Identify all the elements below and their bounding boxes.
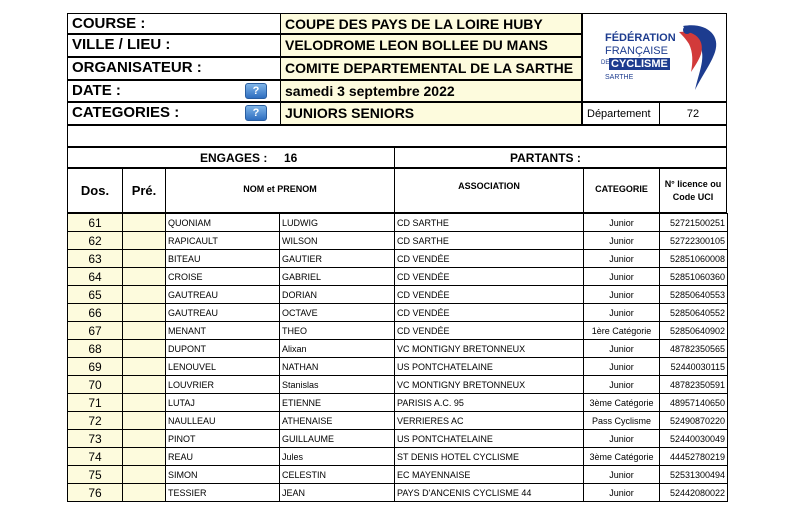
pre-cell[interactable] <box>123 232 166 250</box>
licence-cell: 52442080022 <box>660 484 728 502</box>
logo-line4: SARTHE <box>605 74 634 81</box>
pre-cell[interactable] <box>123 340 166 358</box>
pre-cell[interactable] <box>123 484 166 502</box>
nom-cell: GAUTREAU <box>166 304 280 322</box>
categorie-cell: Junior <box>584 250 660 268</box>
col-licence-line1: N° licence ou <box>664 179 722 189</box>
licence-cell: 52722300105 <box>660 232 728 250</box>
licence-cell: 52490870220 <box>660 412 728 430</box>
association-cell: PAYS D'ANCENIS CYCLISME 44 <box>395 484 584 502</box>
prenom-cell: JEAN <box>280 484 395 502</box>
prenom-cell: ETIENNE <box>280 394 395 412</box>
association-cell: CD SARTHE <box>395 214 584 232</box>
col-nom: NOM et PRENOM <box>165 168 395 213</box>
table-row <box>68 304 728 322</box>
dos-cell: 75 <box>68 466 123 484</box>
prenom-cell: WILSON <box>280 232 395 250</box>
date-help-icon[interactable]: ? <box>245 83 267 99</box>
pre-cell[interactable] <box>123 466 166 484</box>
nom-cell: TESSIER <box>166 484 280 502</box>
categorie-cell: 1ère Catégorie <box>584 322 660 340</box>
categories-value: JUNIORS SENIORS <box>280 102 582 125</box>
licence-cell: 52851060008 <box>660 250 728 268</box>
partants-label: PARTANTS : <box>510 151 581 165</box>
categorie-cell: 3ème Catégorie <box>584 448 660 466</box>
pre-cell[interactable] <box>123 250 166 268</box>
col-licence <box>659 168 727 213</box>
licence-cell: 52851060360 <box>660 268 728 286</box>
pre-cell[interactable] <box>123 376 166 394</box>
prenom-cell: CELESTIN <box>280 466 395 484</box>
association-cell: CD VENDÉE <box>395 322 584 340</box>
table-row <box>68 358 728 376</box>
table-row <box>68 250 728 268</box>
nom-cell: RAPICAULT <box>166 232 280 250</box>
categorie-cell: Junior <box>584 358 660 376</box>
col-licence-line2: Code UCI <box>672 192 714 202</box>
association-cell: VC MONTIGNY BRETONNEUX <box>395 376 584 394</box>
categorie-cell: Junior <box>584 376 660 394</box>
categorie-cell: Junior <box>584 268 660 286</box>
nom-cell: PINOT <box>166 430 280 448</box>
nom-cell: CROISE <box>166 268 280 286</box>
prenom-cell: THEO <box>280 322 395 340</box>
pre-cell[interactable] <box>123 304 166 322</box>
nom-cell: LOUVRIER <box>166 376 280 394</box>
course-label: COURSE : <box>67 13 281 34</box>
dos-cell: 61 <box>68 214 123 232</box>
prenom-cell: OCTAVE <box>280 304 395 322</box>
categorie-cell: 3ème Catégorie <box>584 394 660 412</box>
ville-label: VILLE / LIEU : <box>67 34 281 57</box>
association-cell: CD VENDÉE <box>395 250 584 268</box>
licence-cell: 52440030049 <box>660 430 728 448</box>
association-cell: VERRIERES AC <box>395 412 584 430</box>
association-cell: CD VENDÉE <box>395 286 584 304</box>
categories-help-icon[interactable]: ? <box>245 105 267 121</box>
association-cell: CD VENDÉE <box>395 304 584 322</box>
nom-cell: LUTAJ <box>166 394 280 412</box>
pre-cell[interactable] <box>123 394 166 412</box>
association-cell: VC MONTIGNY BRETONNEUX <box>395 340 584 358</box>
categorie-cell: Junior <box>584 304 660 322</box>
prenom-cell: GABRIEL <box>280 268 395 286</box>
nom-cell: NAULLEAU <box>166 412 280 430</box>
pre-cell[interactable] <box>123 322 166 340</box>
pre-cell[interactable] <box>123 430 166 448</box>
categorie-cell: Junior <box>584 484 660 502</box>
prenom-cell: Alixan <box>280 340 395 358</box>
organisateur-value: COMITE DEPARTEMENTAL DE LA SARTHE <box>280 57 582 80</box>
association-cell: ST DENIS HOTEL CYCLISME <box>395 448 584 466</box>
prenom-cell: GUILLAUME <box>280 430 395 448</box>
association-cell: CD VENDÉE <box>395 268 584 286</box>
nom-cell: SIMON <box>166 466 280 484</box>
logo-line3-small: DE <box>601 60 610 66</box>
nom-cell: QUONIAM <box>166 214 280 232</box>
course-value: COUPE DES PAYS DE LA LOIRE HUBY <box>280 13 582 34</box>
table-row <box>68 268 728 286</box>
col-pre: Pré. <box>122 168 166 213</box>
dos-cell: 65 <box>68 286 123 304</box>
prenom-cell: ATHENAISE <box>280 412 395 430</box>
categorie-cell: Junior <box>584 466 660 484</box>
table-row <box>68 286 728 304</box>
nom-cell: BITEAU <box>166 250 280 268</box>
pre-cell[interactable] <box>123 448 166 466</box>
categorie-cell: Junior <box>584 232 660 250</box>
table-row <box>68 466 728 484</box>
col-categorie: CATEGORIE <box>583 168 660 213</box>
departement-label: Département <box>582 102 660 125</box>
licence-cell: 48782350591 <box>660 376 728 394</box>
association-cell: PARISIS A.C. 95 <box>395 394 584 412</box>
licence-cell: 44452780219 <box>660 448 728 466</box>
table-row <box>68 376 728 394</box>
licence-cell: 52721500251 <box>660 214 728 232</box>
pre-cell[interactable] <box>123 358 166 376</box>
dos-cell: 66 <box>68 304 123 322</box>
table-row <box>68 484 728 502</box>
pre-cell[interactable] <box>123 214 166 232</box>
dos-cell: 69 <box>68 358 123 376</box>
table-row <box>68 232 728 250</box>
nom-cell: REAU <box>166 448 280 466</box>
departement-value: 72 <box>659 102 727 125</box>
prenom-cell: Jules <box>280 448 395 466</box>
dos-cell: 71 <box>68 394 123 412</box>
dos-cell: 63 <box>68 250 123 268</box>
pre-cell[interactable] <box>123 286 166 304</box>
nom-cell: GAUTREAU <box>166 286 280 304</box>
table-row <box>68 322 728 340</box>
date-value: samedi 3 septembre 2022 <box>280 80 582 102</box>
ffc-swoosh-icon <box>675 20 725 95</box>
categorie-cell: Junior <box>584 214 660 232</box>
licence-cell: 52850640902 <box>660 322 728 340</box>
logo-line1: FÉDÉRATION <box>605 32 676 44</box>
ville-value: VELODROME LEON BOLLEE DU MANS <box>280 34 582 57</box>
ffc-logo <box>582 13 727 102</box>
dos-cell: 67 <box>68 322 123 340</box>
table-row <box>68 394 728 412</box>
categorie-cell: Pass Cyclisme <box>584 412 660 430</box>
engages-value: 16 <box>284 151 298 165</box>
col-dos: Dos. <box>67 168 123 213</box>
dos-cell: 72 <box>68 412 123 430</box>
categories-label: CATEGORIES : <box>67 102 281 125</box>
table-row <box>68 448 728 466</box>
dos-cell: 64 <box>68 268 123 286</box>
dos-cell: 62 <box>68 232 123 250</box>
licence-cell: 52531300494 <box>660 466 728 484</box>
table-row <box>68 340 728 358</box>
association-cell: EC MAYENNAISE <box>395 466 584 484</box>
prenom-cell: LUDWIG <box>280 214 395 232</box>
nom-cell: MENANT <box>166 322 280 340</box>
licence-cell: 52440030115 <box>660 358 728 376</box>
prenom-cell: GAUTIER <box>280 250 395 268</box>
categorie-cell: Junior <box>584 340 660 358</box>
table-row <box>68 412 728 430</box>
dos-cell: 70 <box>68 376 123 394</box>
dos-cell: 76 <box>68 484 123 502</box>
association-cell: US PONTCHATELAINE <box>395 430 584 448</box>
prenom-cell: Stanislas <box>280 376 395 394</box>
dos-cell: 73 <box>68 430 123 448</box>
col-association: ASSOCIATION <box>394 168 584 213</box>
table-row <box>68 214 728 232</box>
logo-line3: CYCLISME <box>611 58 668 70</box>
licence-cell: 48782350565 <box>660 340 728 358</box>
categorie-cell: Junior <box>584 430 660 448</box>
licence-cell: 52850640553 <box>660 286 728 304</box>
table-row <box>68 430 728 448</box>
organisateur-label: ORGANISATEUR : <box>67 57 281 80</box>
date-label: DATE : <box>67 80 281 102</box>
nom-cell: DUPONT <box>166 340 280 358</box>
licence-cell: 48957140650 <box>660 394 728 412</box>
dos-cell: 74 <box>68 448 123 466</box>
nom-cell: LENOUVEL <box>166 358 280 376</box>
pre-cell[interactable] <box>123 412 166 430</box>
dos-cell: 68 <box>68 340 123 358</box>
prenom-cell: NATHAN <box>280 358 395 376</box>
logo-line2: FRANÇAISE <box>605 45 668 57</box>
pre-cell[interactable] <box>123 268 166 286</box>
spacer-row <box>67 125 727 147</box>
riders-table <box>67 213 728 502</box>
licence-cell: 52850640552 <box>660 304 728 322</box>
categorie-cell: Junior <box>584 286 660 304</box>
engages-label: ENGAGES : <box>200 151 268 165</box>
association-cell: US PONTCHATELAINE <box>395 358 584 376</box>
prenom-cell: DORIAN <box>280 286 395 304</box>
association-cell: CD SARTHE <box>395 232 584 250</box>
